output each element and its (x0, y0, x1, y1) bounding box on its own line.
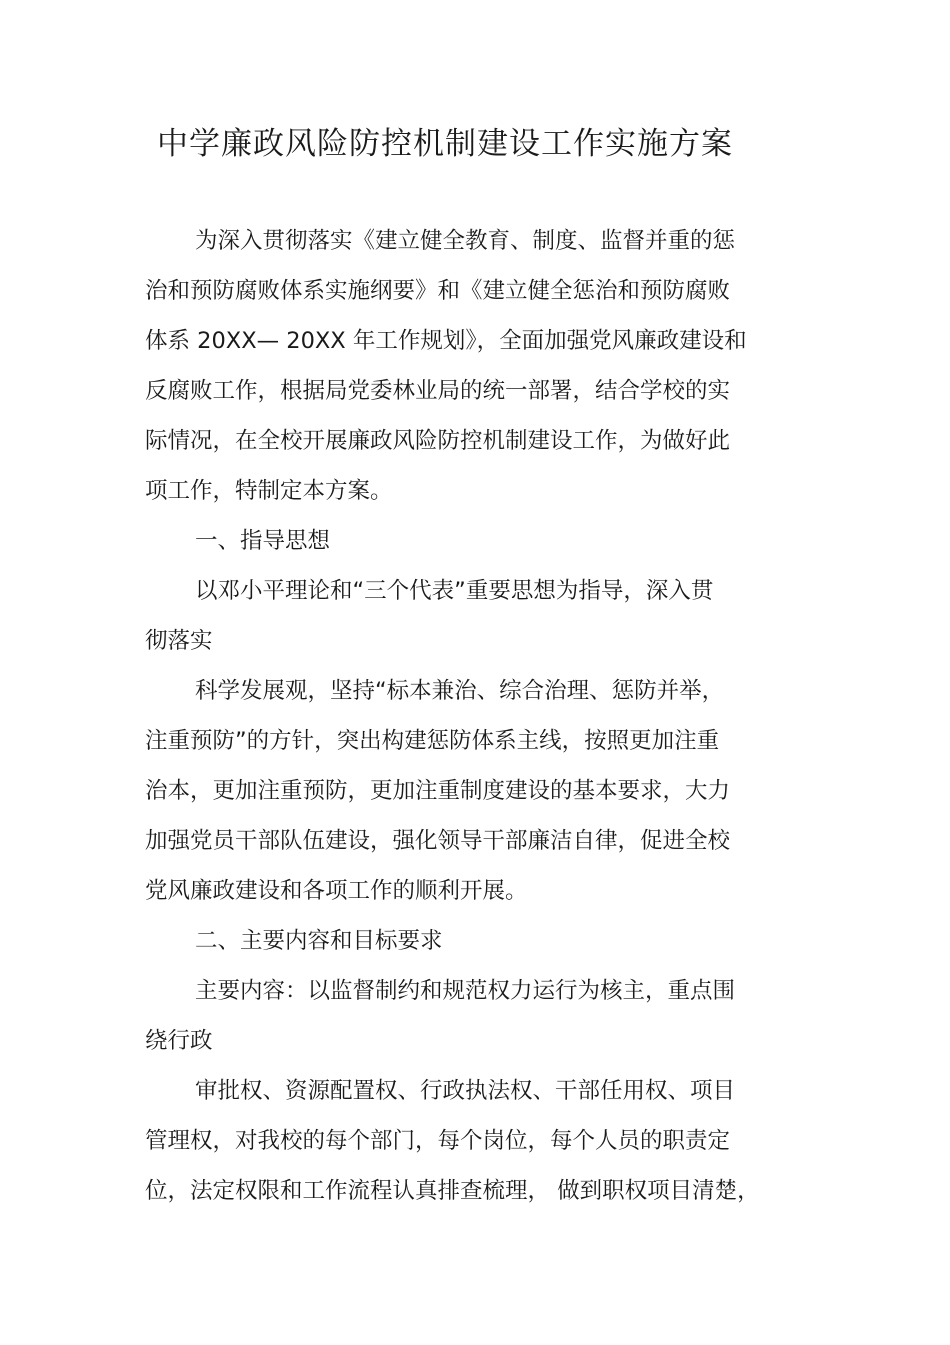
paragraph-line: 位，法定权限和工作流程认真排查梳理， 做到职权项目清楚， (145, 1178, 760, 1204)
paragraph-line: 项工作，特制定本方案。 (145, 478, 393, 504)
paragraph-line: 绕行政 (145, 1028, 213, 1054)
paragraph-line: 际情况，在全校开展廉政风险防控机制建设工作，为做好此 (145, 428, 731, 454)
paragraph-line: 体系 20XX— 20XX 年工作规划》，全面加强党风廉政建设和 (145, 328, 747, 354)
section-heading: 一、指导思想 (195, 528, 331, 554)
paragraph-line: 彻落实 (145, 628, 213, 654)
section-heading: 二、主要内容和目标要求 (195, 928, 443, 954)
paragraph-line: 治本，更加注重预防，更加注重制度建设的基本要求，大力 (145, 778, 731, 804)
paragraph-line: 主要内容：以监督制约和规范权力运行为核主，重点围 (195, 978, 736, 1004)
paragraph-line: 反腐败工作，根据局党委林业局的统一部署，结合学校的实 (145, 378, 731, 404)
paragraph-line: 管理权，对我校的每个部门，每个岗位，每个人员的职责定 (145, 1128, 731, 1154)
document-title: 中学廉政风险防控机制建设工作实施方案 (157, 126, 733, 162)
paragraph-line: 党风廉政建设和各项工作的顺利开展。 (145, 878, 528, 904)
paragraph-line: 以邓小平理论和“三个代表”重要思想为指导，深入贯 (195, 578, 714, 604)
paragraph-line: 加强党员干部队伍建设，强化领导干部廉洁自律，促进全校 (145, 828, 731, 854)
paragraph-line: 治和预防腐败体系实施纲要》和《建立健全惩治和预防腐败 (145, 278, 731, 304)
paragraph-line: 为深入贯彻落实《建立健全教育、制度、监督并重的惩 (195, 228, 736, 254)
paragraph-line: 审批权、资源配置权、行政执法权、干部任用权、项目 (195, 1078, 736, 1104)
paragraph-line: 注重预防”的方针，突出构建惩防体系主线，按照更加注重 (145, 728, 720, 754)
paragraph-line: 科学发展观，坚持“标本兼治、综合治理、惩防并举， (195, 678, 725, 704)
